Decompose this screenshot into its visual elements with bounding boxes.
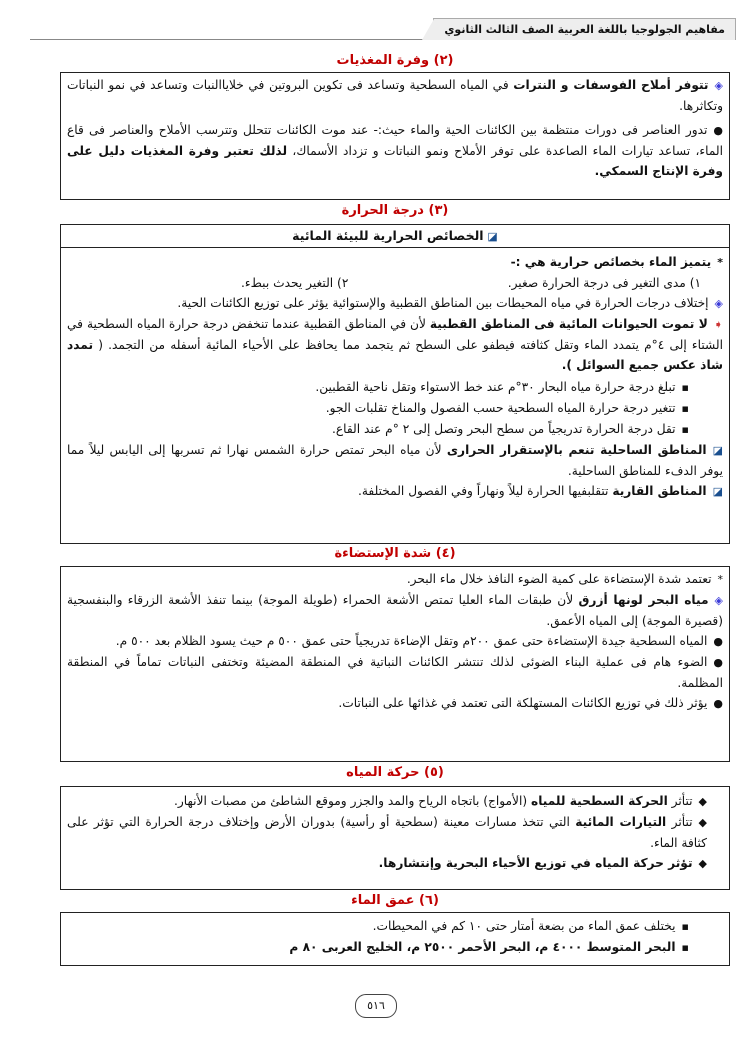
nutrients-paragraph-2 — [61, 120, 729, 181]
coastal-text: لأن مياه البحر تمتص حرارة الشمس نهارا ثم تسربها إلى اليابس ليلاً مما يوفر الدفء للمناطق الساحلية. — [67, 443, 723, 478]
illumination-text-5: يؤثر ذلك في توزيع الكائنات المستهلكة التى تعتمد في غذائها على النباتات. — [338, 696, 708, 710]
depth-text-1: يختلف عمق الماء من بضعة أمتار حتى ١٠ كم في المحيطات. — [372, 919, 676, 933]
movement-paragraph-3 — [61, 853, 729, 874]
section-title-nutrients: (٢) وفرة المغذيات — [336, 53, 454, 68]
temp-bullet-2-text: تتغير درجة حرارة المياه السطحية حسب الفصول والمناخ تقلبات الجو. — [325, 401, 676, 415]
temperature-difference — [61, 293, 729, 314]
square-bullet-icon: ◪ — [712, 485, 723, 498]
section-title-water-depth: (٦) عمق الماء — [351, 893, 439, 908]
header-title: مفاهيم الجولوجيا باللغة العربية الصف الثالث الثانوي — [433, 18, 736, 40]
small-square-bullet-icon: ▪ — [681, 402, 689, 415]
temp-bullet-1-text: تبلغ درجة حرارة مياه البحار ٣٠°م عند خط الاستواء وتقل ناحية القطبين. — [315, 380, 676, 394]
page-number: ٥١٦ — [355, 994, 397, 1018]
illumination-paragraph-4 — [61, 652, 729, 693]
coastal-paragraph — [61, 440, 729, 481]
diamond-bullet-icon: ◈ — [714, 79, 723, 92]
water-movement-box — [60, 786, 730, 890]
thermal-properties-band — [61, 225, 729, 248]
thermal-intro — [61, 248, 729, 273]
surface-movement-bold: الحركة السطحية للمياه — [531, 794, 668, 808]
illumination-paragraph-2 — [61, 590, 729, 631]
depth-text-2: البحر المتوسط ٤٠٠٠ م، البحر الأحمر ٢٥٠٠ م، الخليج العربى ٨٠ م — [289, 940, 676, 954]
temp-bullet-1 — [61, 377, 729, 398]
illumination-paragraph-3 — [61, 631, 729, 652]
movement-lead-1: تتأثر — [667, 794, 693, 808]
nutrients-text: في المياه السطحية وتساعد فى تكوين البروتين في خلاياالنبات وتساعد في نمو النباتات وتكاثرها. — [67, 78, 723, 113]
illumination-text-4: الضوء هام فى عملية البناء الضوئى لذلك تنتشر الكائنات النباتية في المنطقة المضيئة وتختفى النباتات تماماً في المنطقة المظلمة. — [67, 655, 723, 690]
square-bullet-icon: ◪ — [712, 444, 723, 457]
blue-sea-bold: مياه البحر لونها أزرق — [578, 593, 709, 607]
dot-bullet-icon: ● — [713, 124, 723, 137]
small-square-bullet-icon: ▪ — [681, 381, 689, 394]
section-title-temperature: (٣) درجة الحرارة — [341, 203, 449, 218]
page-header — [30, 18, 736, 40]
small-square-bullet-icon: ▪ — [681, 423, 689, 436]
diamond-bullet-icon: ◆ — [698, 857, 707, 870]
movement-text-2: التي تتخذ مسارات معينة (سطحية أو رأسية) بدوران الأرض وإختلاف درجة الحرارة التي تؤثر على كثافة الماء. — [67, 815, 707, 850]
movement-lead-2: تتأثر — [666, 815, 693, 829]
movement-text-3: تؤثر حركة المياه في توزيع الأحياء البحرية وإنتشارها. — [378, 856, 693, 870]
illumination-box — [60, 566, 730, 762]
nutrients-box — [60, 72, 730, 200]
band-label: الخصائص الحرارية للبيئة المائية — [292, 228, 484, 243]
illumination-text-3: المياه السطحية جيدة الإستضاءة حتى عمق ٢٠٠م وتقل الإضاءة تدريجياً حتى عمق ٥٠٠ م حيث يسود الظلام بعد ٥٠٠ م. — [115, 634, 708, 648]
square-bullet-icon: ◪ — [483, 230, 498, 243]
illumination-paragraph-1 — [61, 567, 729, 590]
temp-bullet-3-text: تقل درجة الحرارة تدريجياً من سطح البحر وتصل إلى ٢ °م عند القاع. — [331, 422, 676, 436]
anomalous-expansion: تمدد شاذ عكس جميع السوائل ). — [67, 338, 723, 372]
nutrients-cycle-text: تدور العناصر فى دورات منتظمة بين الكائنات الحية والماء حيث:- عند موت الكائنات تتحلل وتترسب الأملاح والعناصر فى قاع الماء، تساعد تيارات الماء الصاعدة على توفر الأملاح ونمو النباتات و تزداد الأسماك، — [67, 123, 723, 158]
diamond-bullet-icon: ◆ — [698, 795, 707, 808]
difference-text: إختلاف درجات الحرارة في مياه المحيطات بين المناطق القطبية والإستوائية يؤثر على توزيع الكائنات الحية. — [177, 296, 709, 310]
temperature-box — [60, 224, 730, 544]
illumination-text-2: لأن طبقات الماء العليا تمتص الأشعة الحمراء (طويلة الموجة) بينما تنفذ الأشعة الزرقاء والبنفسجية (قصيرة الموجة) إلى المياه الأعمق. — [67, 593, 723, 628]
diamond-bullet-icon: ◈ — [714, 297, 723, 310]
section-title-water-movement: (٥) حركة المياه — [346, 765, 444, 780]
polar-text: لأن في المناطق القطبية عندما تنخفض درجة حرارة المياه السطحية في الشتاء إلى ٤°م يتمدد الماء وتقل كثافته فيطفو على السطح ثم يتجمد مما يحافظ على الأحياء المائية أسفله من التجمد. ( — [67, 317, 723, 352]
asterisk-icon: * — [717, 573, 723, 586]
illumination-text-1: تعتمد شدة الإستضاءة على كمية الضوء النافذ خلال ماء البحر. — [406, 572, 712, 586]
thermal-item-1: ١) مدى التغير فى درجة الحرارة صغير. — [507, 276, 701, 290]
thermal-items — [61, 273, 729, 293]
diamond-bullet-icon: ◈ — [714, 594, 723, 607]
asterisk-icon: * — [717, 256, 723, 269]
illumination-paragraph-5 — [61, 693, 729, 714]
currents-bold: التيارات المائية — [575, 815, 667, 829]
coastal-bold: المناطق الساحلية تنعم بالإستقرار الحرارى — [446, 443, 707, 457]
arrow-bullet-icon: ➧ — [713, 318, 723, 331]
nutrients-conclusion: لذلك تعتبر وفرة المغذيات دليل على وفرة الإنتاج السمكي. — [67, 144, 723, 178]
continental-bold: المناطق القارية — [612, 484, 707, 498]
movement-paragraph-2 — [61, 812, 729, 853]
intro-text: يتميز الماء بخصائص حرارية هي :- — [510, 255, 712, 269]
dot-bullet-icon: ● — [713, 697, 723, 710]
small-square-bullet-icon: ▪ — [681, 920, 689, 933]
continental-paragraph — [61, 481, 729, 502]
polar-paragraph — [61, 314, 729, 375]
small-square-bullet-icon: ▪ — [681, 941, 689, 954]
diamond-bullet-icon: ◆ — [698, 816, 707, 829]
movement-paragraph-1 — [61, 787, 729, 812]
nutrients-bold: تتوفر أملاح الفوسفات و النترات — [513, 78, 709, 92]
nutrients-paragraph-1 — [61, 73, 729, 116]
thermal-item-2: ٢) التغير يحدث ببطء. — [241, 276, 349, 290]
continental-text: تتقلبفيها الحرارة ليلاً ونهاراً وفي الفصول المختلفة. — [358, 484, 613, 498]
water-depth-box — [60, 912, 730, 966]
depth-paragraph-2 — [61, 937, 729, 958]
movement-text-1: (الأمواج) باتجاه الرياح والمد والجزر وموقع الشاطئ من مصبات الأنهار. — [174, 794, 532, 808]
polar-bold: لا تموت الحيوانات المائية فى المناطق القطبية — [429, 317, 708, 331]
temp-bullet-2 — [61, 398, 729, 419]
section-title-illumination: (٤) شدة الإستضاءة — [334, 546, 456, 561]
dot-bullet-icon: ● — [713, 656, 723, 669]
temp-bullet-3 — [61, 419, 729, 440]
depth-paragraph-1 — [61, 913, 729, 937]
dot-bullet-icon: ● — [713, 635, 723, 648]
